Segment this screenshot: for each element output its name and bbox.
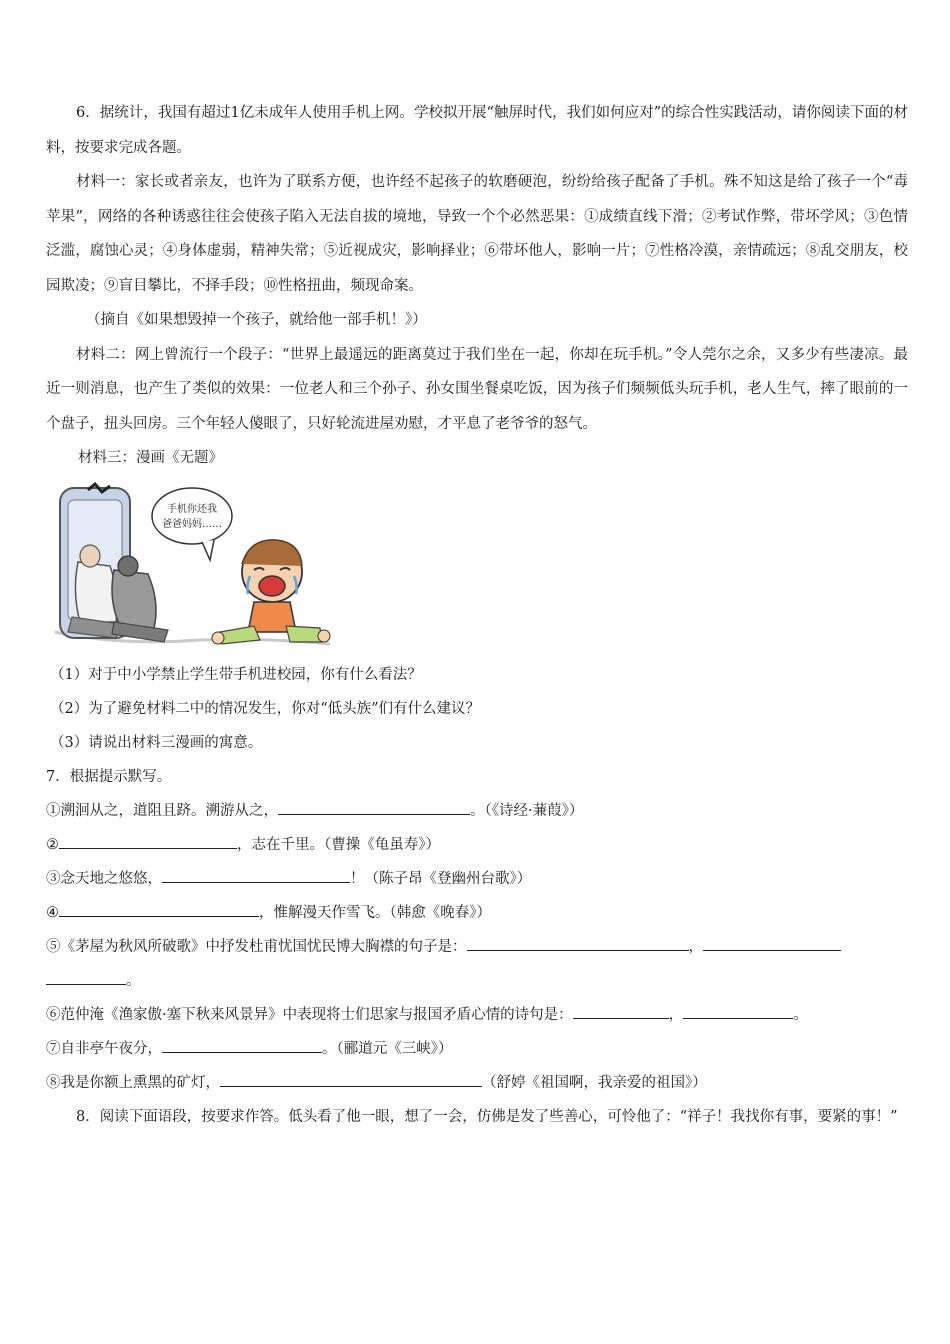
q6-material-3-label: 材料三：漫画《无题》 xyxy=(78,450,223,466)
q7-line-4-prefix: ④ xyxy=(46,904,59,921)
answer-blank[interactable] xyxy=(46,970,126,985)
q6-question-2: （2）为了避免材料二中的情况发生，你对“低头族”们有什么建议？ xyxy=(50,700,481,717)
cartoon-drawing xyxy=(50,482,332,654)
q7-line-2-prefix: ② xyxy=(46,836,59,853)
document-page xyxy=(46,96,908,1134)
q7-line-4 xyxy=(46,896,908,930)
q7-line-3-suffix: ！（陈子昂《登幽州台歌》） xyxy=(350,870,532,887)
q7-line-4-suffix: ，惟解漫天作雪飞。（韩愈《晚春》） xyxy=(259,904,491,921)
answer-blank[interactable] xyxy=(278,800,470,815)
q6-material-1: 材料一：家长或者亲友，也许为了联系方便，也许经不起孩子的软磨硬泡，纷纷给孩子配备了手机。殊不知这是给了孩子一个“毒苹果”，网络的各种诱惑往往会使孩子陷入无法自拔的境地，导致一个个必然恶果：①成绩直线下滑；②考试作弊，带坏学风；③色情泛滥，腐蚀心灵；④身体虚弱，精神失常；⑤近视成灾，影响择业；⑥带坏他人，影响一片；⑦性格冷漠，亲情疏远；⑧乱交朋友，校园欺凌；⑨盲目攀比，不择手段；⑩性格扭曲，频现命案。 xyxy=(46,174,908,294)
q7-line-6 xyxy=(46,998,908,1032)
answer-blank[interactable] xyxy=(703,936,841,951)
q7-line-3 xyxy=(46,862,908,896)
cartoon-illustration xyxy=(50,482,332,654)
q7-line-5-end: 。 xyxy=(126,972,141,989)
q7-line-6-mid: ， xyxy=(668,1006,684,1023)
answer-blank[interactable] xyxy=(683,1004,793,1019)
q7-line-5-prefix: ⑤《茅屋为秋风所破歌》中抒发杜甫忧国忧民博大胸襟的句子是： xyxy=(46,938,467,955)
q7-line-1-prefix: ①溯洄从之，道阻且跻。溯游从之， xyxy=(46,802,278,819)
answer-blank[interactable] xyxy=(59,902,259,917)
q7-line-7-prefix: ⑦自非亭午夜分， xyxy=(46,1040,162,1057)
q7-line-1 xyxy=(46,794,908,828)
q7-line-5-mid: ， xyxy=(688,938,703,955)
answer-blank[interactable] xyxy=(573,1004,669,1019)
cartoon-bubble-line-1: 手机你还我 xyxy=(167,503,217,515)
answer-blank[interactable] xyxy=(162,1038,322,1053)
q6-material-1-source: （摘自《如果想毁掉一个孩子，就给他一部手机！》） xyxy=(86,312,427,328)
q6-intro: 6．据统计，我国有超过1亿未成年人使用手机上网。学校拟开展“触屏时代，我们如何应对”的综合性实践活动，请你阅读下面的材料，按要求完成各题。 xyxy=(46,105,908,156)
q6-material-2: 材料二：网上曾流行一个段子：“世界上最遥远的距离莫过于我们坐在一起，你却在玩手机。”令人莞尔之余，又多少有些凄凉。最近一则消息，也产生了类似的效果：一位老人和三个孙子、孙女围坐餐桌吃饭，因为孩子们频频低头玩手机，老人生气，摔了眼前的一个盘子，扭头回房。三个年轻人傻眼了，只好轮流进屋劝慰，才平息了老爷爷的怒气。 xyxy=(46,346,908,432)
q7-line-8-prefix: ⑧我是你额上熏黑的矿灯， xyxy=(46,1074,220,1091)
q7-title: 7．根据提示默写。 xyxy=(46,768,172,785)
answer-blank[interactable] xyxy=(162,868,350,883)
q7-line-2 xyxy=(46,828,908,862)
answer-blank[interactable] xyxy=(220,1072,482,1087)
q7-line-2-suffix: ，志在千里。（曹操《龟虽寿》） xyxy=(237,836,440,853)
q6-question-3: （3）请说出材料三漫画的寓意。 xyxy=(50,734,263,751)
q7-line-1-suffix: 。（《诗经·蒹葭》） xyxy=(470,802,584,819)
answer-blank[interactable] xyxy=(59,834,237,849)
q6-question-1: （1）对于中小学禁止学生带手机进校园，你有什么看法？ xyxy=(50,666,422,683)
cartoon-bubble-line-2: 爸爸妈妈…… xyxy=(162,518,222,530)
q7-line-7 xyxy=(46,1032,908,1066)
q7-line-5 xyxy=(46,930,908,964)
q7-line-6-end: 。 xyxy=(793,1006,808,1023)
q7-line-5-cont xyxy=(46,964,908,998)
q7-line-7-suffix: 。（郦道元《三峡》） xyxy=(322,1040,453,1057)
q8-text: 8．阅读下面语段，按要求作答。低头看了他一眼，想了一会，仿佛是发了些善心，可怜他了：“祥子！我找你有事，要紧的事！” xyxy=(76,1108,898,1125)
q7-line-8-suffix: （舒婷《祖国啊，我亲爱的祖国》） xyxy=(482,1074,707,1091)
q7-line-3-prefix: ③念天地之悠悠， xyxy=(46,870,162,887)
q7-line-6-prefix: ⑥范仲淹《渔家傲·塞下秋来风景异》中表现将士们思家与报国矛盾心情的诗句是： xyxy=(46,1006,573,1023)
q7-line-8 xyxy=(46,1066,908,1100)
answer-blank[interactable] xyxy=(467,936,689,951)
